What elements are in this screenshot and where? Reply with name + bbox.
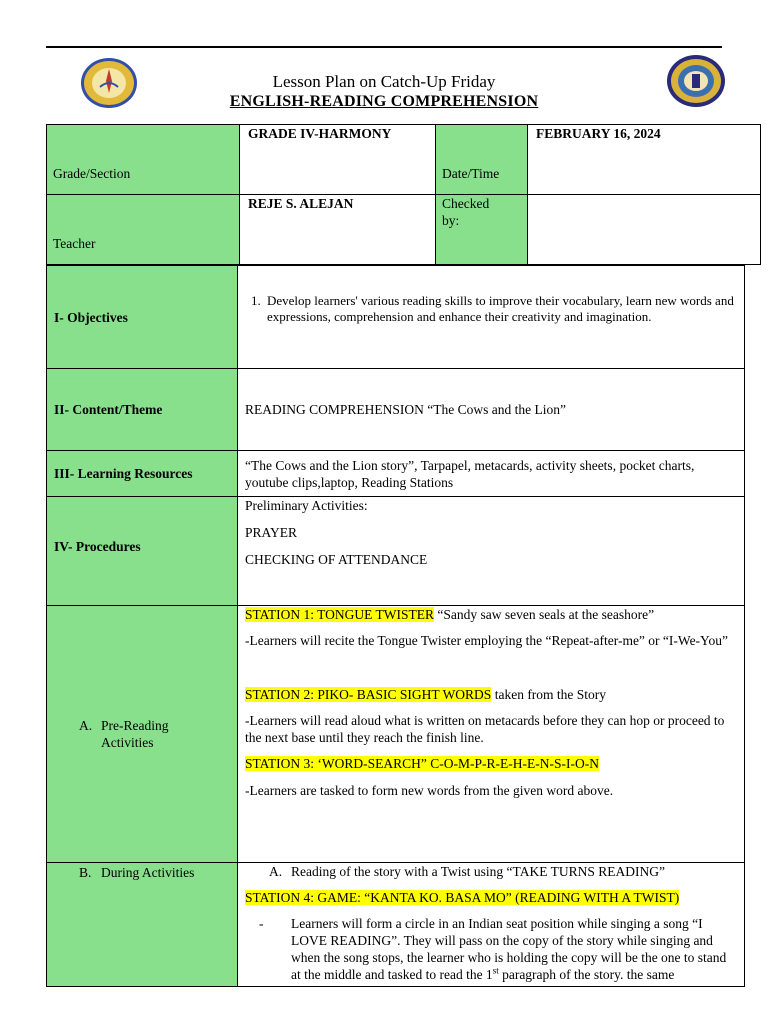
- during-item-letter: A.: [269, 864, 283, 879]
- station-3-description: -Learners are tasked to form new words from the given word above.: [245, 783, 614, 798]
- station-1-phrase: “Sandy saw seven seals at the seashore”: [434, 607, 655, 622]
- pre-reading-label-line2: Activities: [101, 735, 154, 750]
- during-activities-label: [47, 863, 238, 987]
- page-subtitle: ENGLISH-READING COMPREHENSION: [229, 93, 539, 110]
- station-1-description: -Learners will recite the Tongue Twister employing the “Repeat-after-me” or “I-We-You”: [245, 633, 728, 648]
- station-4-description: [245, 915, 737, 983]
- content-theme-text: READING COMPREHENSION “The Cows and the Lion”: [238, 369, 745, 451]
- station-3-title: STATION 3: ‘WORD-SEARCH” C-O-M-P-R-E-H-E-N-S-I-O-N: [245, 756, 599, 771]
- station-4-title: STATION 4: GAME: “KANTA KO. BASA MO” (READING WITH A TWIST): [245, 890, 680, 905]
- during-letter: B.: [79, 865, 92, 880]
- pre-reading-label-line1: Pre-Reading: [101, 718, 169, 733]
- station-2-description: -Learners will read aloud what is written on metacards before they can hop or proceed to the next base until they reach the finish line.: [245, 713, 725, 745]
- info-table: [46, 124, 761, 265]
- pre-reading-row: [47, 606, 745, 863]
- station-2-title: STATION 2: PIKO- BASIC SIGHT WORDS: [245, 687, 492, 702]
- objective-item: [245, 293, 737, 325]
- checked-label-line2: by:: [442, 213, 460, 228]
- info-row-grade: [47, 125, 761, 195]
- station-3-line: [245, 755, 737, 772]
- procedures-line-1: Preliminary Activities:: [245, 498, 368, 513]
- station-1-title: STATION 1: TONGUE TWISTER: [245, 607, 435, 622]
- resources-row: [47, 451, 745, 497]
- date-time-label: Date/Time: [436, 125, 528, 195]
- top-rule: [46, 46, 722, 48]
- checked-label-line1: Checked: [442, 196, 490, 211]
- learning-resources-label: III- Learning Resources: [47, 451, 238, 497]
- objective-text: Develop learners' various reading skills to improve their vocabulary, learn new words and expressions, comprehension and enhance their creativity and imagination.: [267, 293, 734, 324]
- info-row-teacher: [47, 195, 761, 265]
- pre-reading-letter: A.: [79, 718, 93, 733]
- during-cell: [238, 863, 745, 987]
- station-4-desc-end: paragraph of the story. the same: [498, 967, 675, 982]
- checked-by-label: [436, 195, 528, 265]
- grade-section-value: GRADE IV-HARMONY: [240, 125, 436, 195]
- station-2-line: [245, 686, 737, 703]
- objectives-label: I- Objectives: [47, 266, 238, 369]
- objectives-cell: [238, 266, 745, 369]
- teacher-value: REJE S. ALEJAN: [240, 195, 436, 265]
- pre-reading-label: [47, 606, 238, 863]
- content-row: [47, 369, 745, 451]
- procedures-cell: [238, 497, 745, 606]
- during-row: [47, 863, 745, 987]
- bullet-dash: -: [259, 916, 264, 931]
- pre-reading-cell: [238, 606, 745, 863]
- lesson-plan-table: [46, 265, 745, 987]
- station-2-phrase: taken from the Story: [491, 687, 607, 702]
- procedures-line-3: CHECKING OF ATTENDANCE: [245, 552, 428, 567]
- station-4-line: [245, 889, 737, 906]
- during-item-text: Reading of the story with a Twist using “TAKE TURNS READING”: [291, 864, 665, 879]
- station-4-desc-sup: st: [492, 965, 499, 976]
- procedures-row: [47, 497, 745, 606]
- station-4-desc-main: Learners will form a circle in an Indian seat position while singing a song “I LOVE READING”. They will pass on the copy of the story while singing and when the song stops, the learner who is holding the copy will be the one to stand at the middle and tasked to read the 1: [291, 916, 727, 982]
- content-theme-label: II- Content/Theme: [47, 369, 238, 451]
- date-time-value: FEBRUARY 16, 2024: [528, 125, 761, 195]
- station-1-line: [245, 606, 737, 623]
- procedures-line-2: PRAYER: [245, 525, 298, 540]
- checked-by-value: [528, 195, 761, 265]
- page-title: Lesson Plan on Catch-Up Friday: [272, 72, 496, 91]
- procedures-label: IV- Procedures: [47, 497, 238, 606]
- during-item: [245, 863, 737, 880]
- teacher-label: Teacher: [47, 195, 240, 265]
- during-label-text: During Activities: [101, 865, 195, 880]
- learning-resources-text: “The Cows and the Lion story”, Tarpapel, metacards, activity sheets, pocket charts, youtube clips,laptop, Reading Stations: [238, 451, 745, 497]
- grade-section-label: Grade/Section: [47, 125, 240, 195]
- objective-number: 1.: [251, 293, 261, 308]
- objectives-row: [47, 266, 745, 369]
